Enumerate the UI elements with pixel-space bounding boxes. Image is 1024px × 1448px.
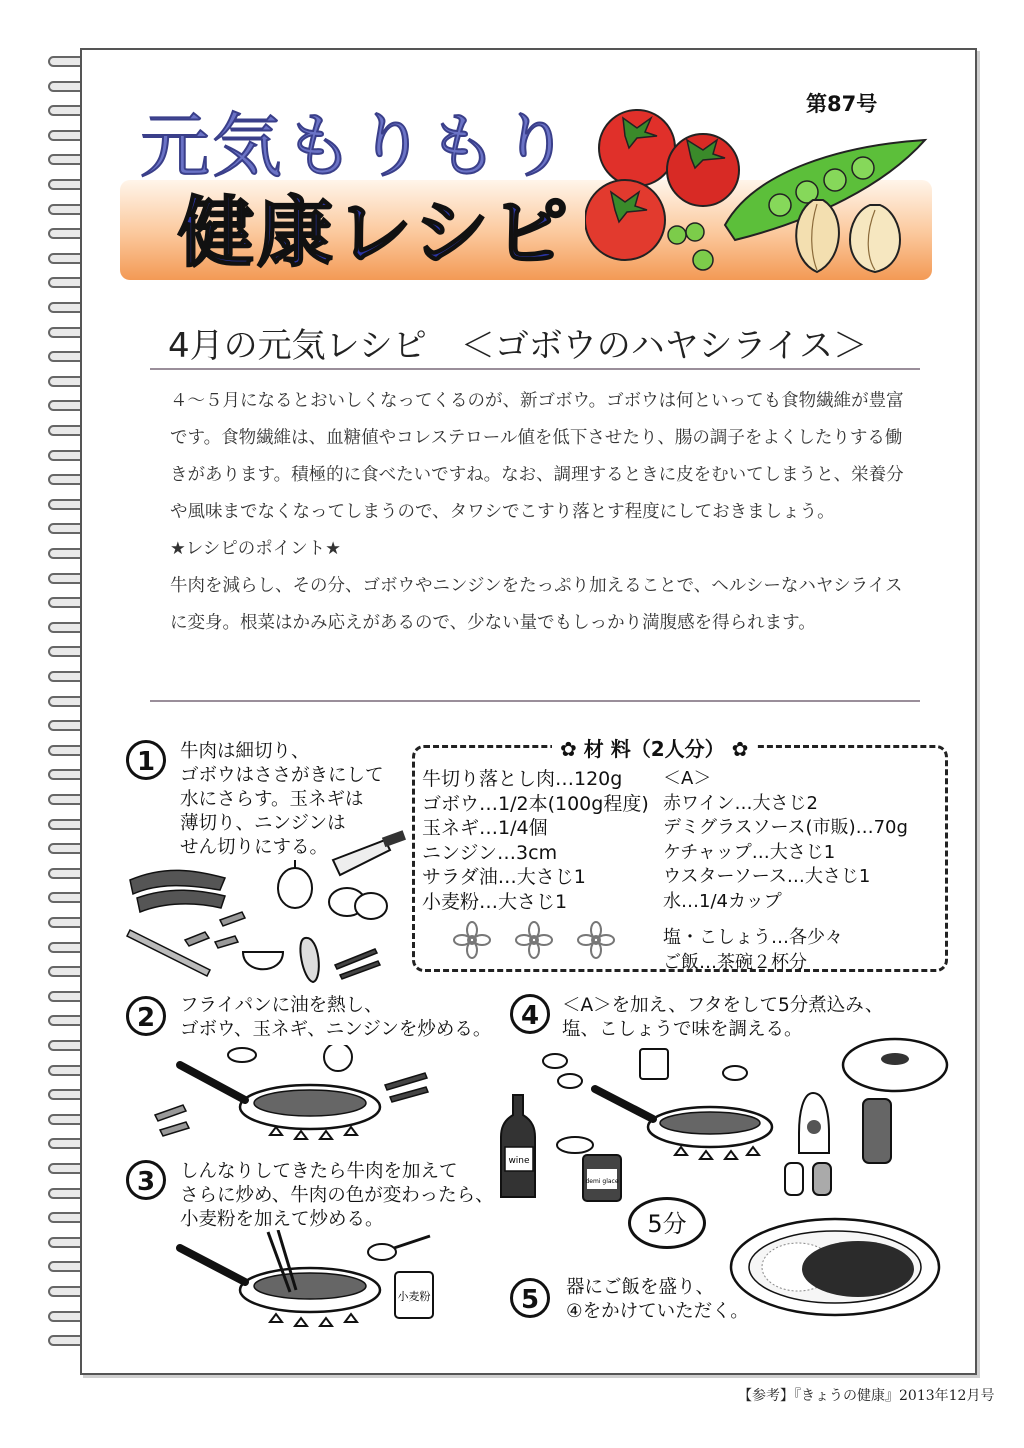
peas-icon bbox=[668, 223, 713, 270]
burdock-shavings-icon bbox=[155, 1105, 189, 1136]
flower-icon bbox=[578, 922, 614, 958]
pot-lid-icon bbox=[843, 1039, 947, 1091]
vegetables-illustration bbox=[585, 100, 935, 285]
step-3-illustration bbox=[150, 1230, 450, 1340]
ingredient-item: 小麦粉…大さじ1 bbox=[422, 890, 568, 913]
step-2-text: フライパンに油を熱し、 ゴボウ、玉ネギ、ニンジンを炒める。 bbox=[180, 995, 492, 1040]
onion-icon bbox=[324, 1045, 352, 1071]
ingredient-item: 牛切り落とし肉…120g bbox=[422, 768, 623, 790]
shaved-burdock-icon bbox=[185, 912, 245, 948]
ingredient-item: 塩・こしょう…各少々 bbox=[663, 927, 843, 948]
step-1-badge: 1 bbox=[126, 740, 166, 780]
ingredient-item: 赤ワイン…大さじ2 bbox=[663, 792, 818, 814]
flower-icon bbox=[516, 922, 552, 958]
step-5-badge: 5 bbox=[510, 1278, 550, 1318]
point-paragraph: 牛肉を減らし、その分、ゴボウやニンジンをたっぷり加えることで、ヘルシーなハヤシライスに変身。根菜はかみ応えがあるので、少ない量でもしっかり満腹感を得られます。 bbox=[170, 576, 903, 633]
sauce-bottle-icon bbox=[863, 1099, 891, 1163]
ingredient-item: ケチャップ…大さじ1 bbox=[663, 841, 836, 863]
step-1-text: 牛肉は細切り、 ゴボウはささがきにして 水にさらす。玉ネギは 薄切り、ニンジンは せん切りにする。 bbox=[180, 741, 384, 858]
ingredient-item: ゴボウ…1/2本(100g程度) bbox=[422, 792, 649, 815]
onion-icon bbox=[850, 205, 900, 272]
ingredient-item: ニンジン…3cm bbox=[422, 841, 558, 864]
tomato-icon bbox=[667, 134, 739, 206]
stove-burner-icon bbox=[675, 1147, 759, 1159]
tomato-icon bbox=[599, 110, 675, 186]
frying-pan-icon bbox=[595, 1089, 772, 1147]
step-2-illustration bbox=[150, 1045, 450, 1155]
ingredient-item: ＜A＞ bbox=[663, 768, 712, 789]
divider bbox=[150, 700, 920, 702]
measuring-cup-icon bbox=[640, 1049, 668, 1079]
sliced-onion-icon bbox=[329, 888, 387, 919]
issue-number: 第87号 bbox=[806, 92, 878, 116]
ingredient-item: デミグラスソース(市販)…70g bbox=[663, 817, 908, 838]
can-icon bbox=[557, 1137, 621, 1201]
frying-pan-icon bbox=[180, 1248, 380, 1312]
flour-label: 小麦粉 bbox=[397, 1290, 431, 1303]
flower-icon: ✿ bbox=[724, 737, 749, 761]
spoon-icon bbox=[228, 1048, 256, 1062]
flower-icon: ✿ bbox=[560, 737, 584, 761]
hayashi-sauce-icon bbox=[802, 1241, 914, 1297]
step-3-badge: 3 bbox=[126, 1160, 166, 1200]
ingredient-item: ウスターソース…大さじ1 bbox=[663, 866, 871, 887]
step-2-badge: 2 bbox=[126, 996, 166, 1036]
footer-reference: 【参考】『きょうの健康』2013年12月号 bbox=[738, 1388, 995, 1404]
wine-label: wine bbox=[508, 1156, 530, 1166]
spoon-icon bbox=[368, 1236, 430, 1260]
knife-icon bbox=[333, 830, 406, 875]
ingredient-item: サラダ油…大さじ1 bbox=[422, 866, 586, 888]
step-3-text: しんなりしてきたら牛肉を加えて さらに炒め、牛肉の色が変わったら、 小麦粉を加えて炒める。 bbox=[180, 1161, 494, 1230]
stove-burner-icon bbox=[270, 1314, 357, 1326]
carrot-strips-icon bbox=[335, 949, 380, 979]
section-title: 4月の元気レシピ ＜ゴボウのハヤシライス＞ bbox=[168, 326, 868, 366]
intro-text bbox=[170, 383, 915, 642]
flowers-decoration bbox=[450, 918, 620, 962]
step-5-text: 器にご飯を盛り、 ④をかけていただく。 bbox=[566, 1277, 749, 1322]
onion-icon bbox=[278, 860, 312, 908]
demi-label: demi glace bbox=[585, 1178, 619, 1185]
divider bbox=[150, 368, 920, 370]
ingredient-item: 玉ネギ…1/4個 bbox=[422, 817, 548, 839]
timer-bubble: 5分 bbox=[628, 1197, 706, 1249]
carrot-strips-icon bbox=[385, 1073, 428, 1102]
salt-shaker-icon bbox=[785, 1163, 831, 1195]
carrot-icon bbox=[300, 938, 318, 982]
title-main: 元気もりもり bbox=[140, 105, 572, 187]
flower-icon bbox=[454, 922, 490, 958]
point-heading: ★レシピのポイント★ bbox=[170, 539, 341, 559]
ingredient-item: ご飯…茶碗２杯分 bbox=[663, 951, 807, 973]
ingredients-title: ✿ 材 料（2人分） ✿ bbox=[552, 733, 756, 762]
title-sub: 健康レシピ bbox=[178, 188, 572, 277]
step-1-illustration bbox=[125, 830, 410, 985]
frying-pan-icon bbox=[180, 1065, 380, 1129]
wine-bottle-icon bbox=[501, 1095, 535, 1197]
hayashi-rice-plate-illustration bbox=[728, 1215, 943, 1325]
ingredients-sauce-list bbox=[663, 767, 908, 975]
ketchup-bottle-icon bbox=[799, 1093, 829, 1153]
step-4-text: ＜A＞を加え、フタをして5分煮込み、 塩、こしょうで味を調える。 bbox=[562, 995, 884, 1040]
step-4-illustration bbox=[495, 1035, 950, 1210]
ingredient-item: 水…1/4カップ bbox=[663, 890, 782, 912]
ingredients-main-list bbox=[422, 767, 649, 914]
intro-paragraph: ４～５月になるとおいしくなってくるのが、新ゴボウ。ゴボウは何といっても食物繊維が豊富です。食物繊維は、血糖値やコレステロール値を低下させたり、腸の調子をよくしたりする働きがあります。積極的に食べたいですね。なお、調理するときに皮をむいてしまうと、栄養分や風味までなくなってしまうので、タワシでこすり落とす程度にしておきましょう。 bbox=[170, 391, 904, 522]
water-bowl-icon bbox=[243, 952, 283, 969]
beef-slices-icon bbox=[130, 870, 225, 912]
step-4-badge: 4 bbox=[510, 994, 550, 1034]
onion-icon bbox=[796, 200, 839, 272]
tomato-icon bbox=[585, 180, 665, 260]
flour-can-icon bbox=[395, 1272, 433, 1318]
